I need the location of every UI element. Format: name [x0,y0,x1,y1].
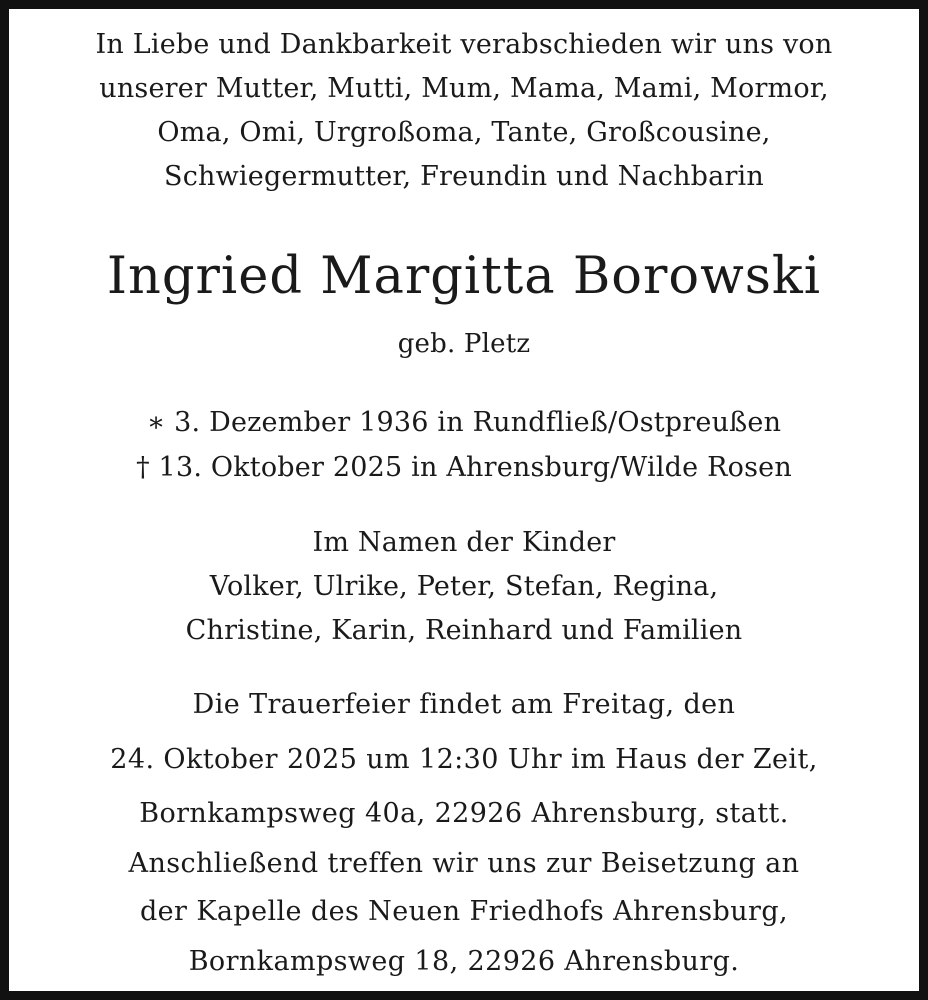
birth-date-line: ∗ 3. Dezember 1936 in Rundfließ/Ostpreußen [146,407,782,438]
intro-line-2: unserer Mutter, Mutti, Mum, Mama, Mami, Mormor, [99,73,829,104]
death-date-line: † 13. Oktober 2025 in Ahrensburg/Wilde Rosen [136,452,792,483]
ceremony-line-4: Anschließend treffen wir uns zur Beisetzung an [128,848,800,879]
ceremony-line-6: Bornkampsweg 18, 22926 Ahrensburg. [188,946,740,977]
family-line-3: Christine, Karin, Reinhard und Familien [185,615,743,646]
ceremony-line-1: Die Trauerfeier findet am Freitag, den [192,689,736,720]
intro-line-4: Schwiegermutter, Freundin und Nachbarin [164,161,764,192]
deceased-name: Ingried Margitta Borowski [106,247,822,306]
intro-line-1: In Liebe und Dankbarkeit verabschieden wir uns von [95,29,833,60]
family-line-1: Im Namen der Kinder [312,527,616,558]
birth-name: geb. Pletz [397,329,531,359]
intro-line-3: Oma, Omi, Urgroßoma, Tante, Großcousine, [157,117,771,148]
ceremony-line-3: Bornkampsweg 40a, 22926 Ahrensburg, statt. [139,798,789,829]
ceremony-line-2: 24. Oktober 2025 um 12:30 Uhr im Haus der Zeit, [110,744,818,775]
family-line-2: Volker, Ulrike, Peter, Stefan, Regina, [209,571,719,602]
ceremony-line-5: der Kapelle des Neuen Friedhofs Ahrensburg, [139,896,789,927]
